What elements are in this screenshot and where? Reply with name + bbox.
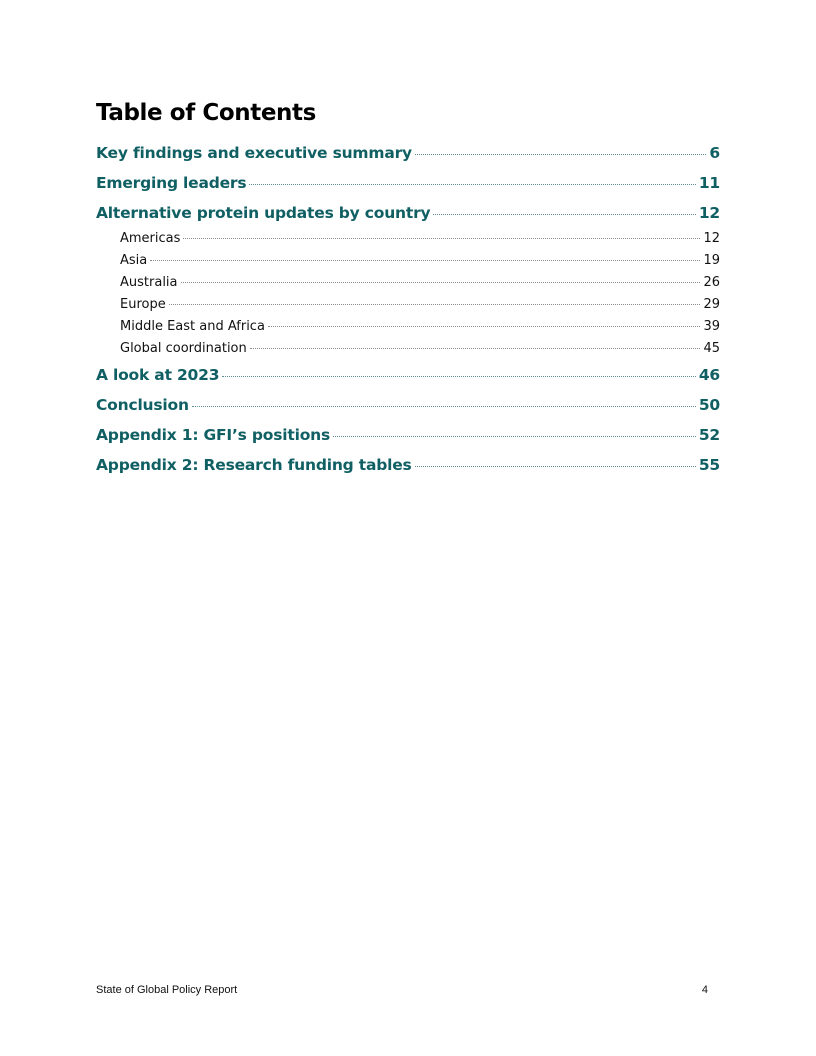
toc-entry-label: Conclusion xyxy=(96,396,189,414)
toc-title: Table of Contents xyxy=(96,100,316,126)
toc-page-number: 12 xyxy=(703,231,720,246)
toc-page-number: 45 xyxy=(703,341,720,356)
footer-report-title: State of Global Policy Report xyxy=(96,984,238,996)
toc-dot-leader xyxy=(192,406,696,407)
toc-entry-label: A look at 2023 xyxy=(96,366,220,384)
toc-page-number: 11 xyxy=(698,174,720,192)
toc-dot-leader xyxy=(433,214,695,215)
toc-page-number: 39 xyxy=(703,319,720,334)
toc-entry-look-at-2023[interactable] xyxy=(96,360,720,390)
toc-subentry-label: Australia xyxy=(120,275,178,290)
toc-entry-label: Key findings and executive summary xyxy=(96,144,412,162)
toc-dot-leader xyxy=(415,154,706,155)
toc-dot-leader xyxy=(181,282,701,283)
toc-entry-appendix-2[interactable] xyxy=(96,450,720,480)
toc-page-number: 50 xyxy=(698,396,720,414)
toc-dot-leader xyxy=(250,348,701,349)
toc-subentry-asia[interactable] xyxy=(96,250,720,272)
toc-subentry-europe[interactable] xyxy=(96,294,720,316)
toc-entry-label: Alternative protein updates by country xyxy=(96,204,431,222)
toc-entry-emerging-leaders[interactable] xyxy=(96,168,720,198)
toc-dot-leader xyxy=(415,466,696,467)
toc-entry-conclusion[interactable] xyxy=(96,390,720,420)
toc-page-number: 46 xyxy=(698,366,720,384)
toc-page-number: 52 xyxy=(698,426,720,444)
toc-subentry-label: Americas xyxy=(120,231,181,246)
toc-entry-label: Emerging leaders xyxy=(96,174,247,192)
table-of-contents xyxy=(96,96,720,480)
toc-dot-leader xyxy=(249,184,695,185)
toc-subentry-australia[interactable] xyxy=(96,272,720,294)
toc-subentry-americas[interactable] xyxy=(96,228,720,250)
toc-dot-leader xyxy=(183,238,700,239)
toc-entry-updates-by-country[interactable] xyxy=(96,198,720,228)
toc-dot-leader xyxy=(150,260,700,261)
toc-entry-appendix-1[interactable] xyxy=(96,420,720,450)
toc-dot-leader xyxy=(169,304,701,305)
toc-entry-key-findings[interactable] xyxy=(96,138,720,168)
toc-subentry-global-coordination[interactable] xyxy=(96,338,720,360)
toc-dot-leader xyxy=(333,436,696,437)
toc-dot-leader xyxy=(222,376,696,377)
toc-page-number: 12 xyxy=(698,204,720,222)
page-footer xyxy=(96,982,708,998)
toc-entry-label: Appendix 1: GFI’s positions xyxy=(96,426,331,444)
footer-page-number: 4 xyxy=(701,984,708,996)
toc-page-number: 29 xyxy=(703,297,720,312)
toc-subentry-label: Asia xyxy=(120,253,148,268)
toc-subentry-label: Global coordination xyxy=(120,341,247,356)
toc-subentry-label: Europe xyxy=(120,297,166,312)
toc-list xyxy=(96,138,720,480)
toc-page-number: 26 xyxy=(703,275,720,290)
toc-dot-leader xyxy=(268,326,701,327)
toc-page-number: 55 xyxy=(698,456,720,474)
toc-page-number: 19 xyxy=(703,253,720,268)
toc-subentry-middle-east-africa[interactable] xyxy=(96,316,720,338)
toc-page-number: 6 xyxy=(709,144,720,162)
toc-subentry-label: Middle East and Africa xyxy=(120,319,265,334)
toc-entry-label: Appendix 2: Research funding tables xyxy=(96,456,412,474)
